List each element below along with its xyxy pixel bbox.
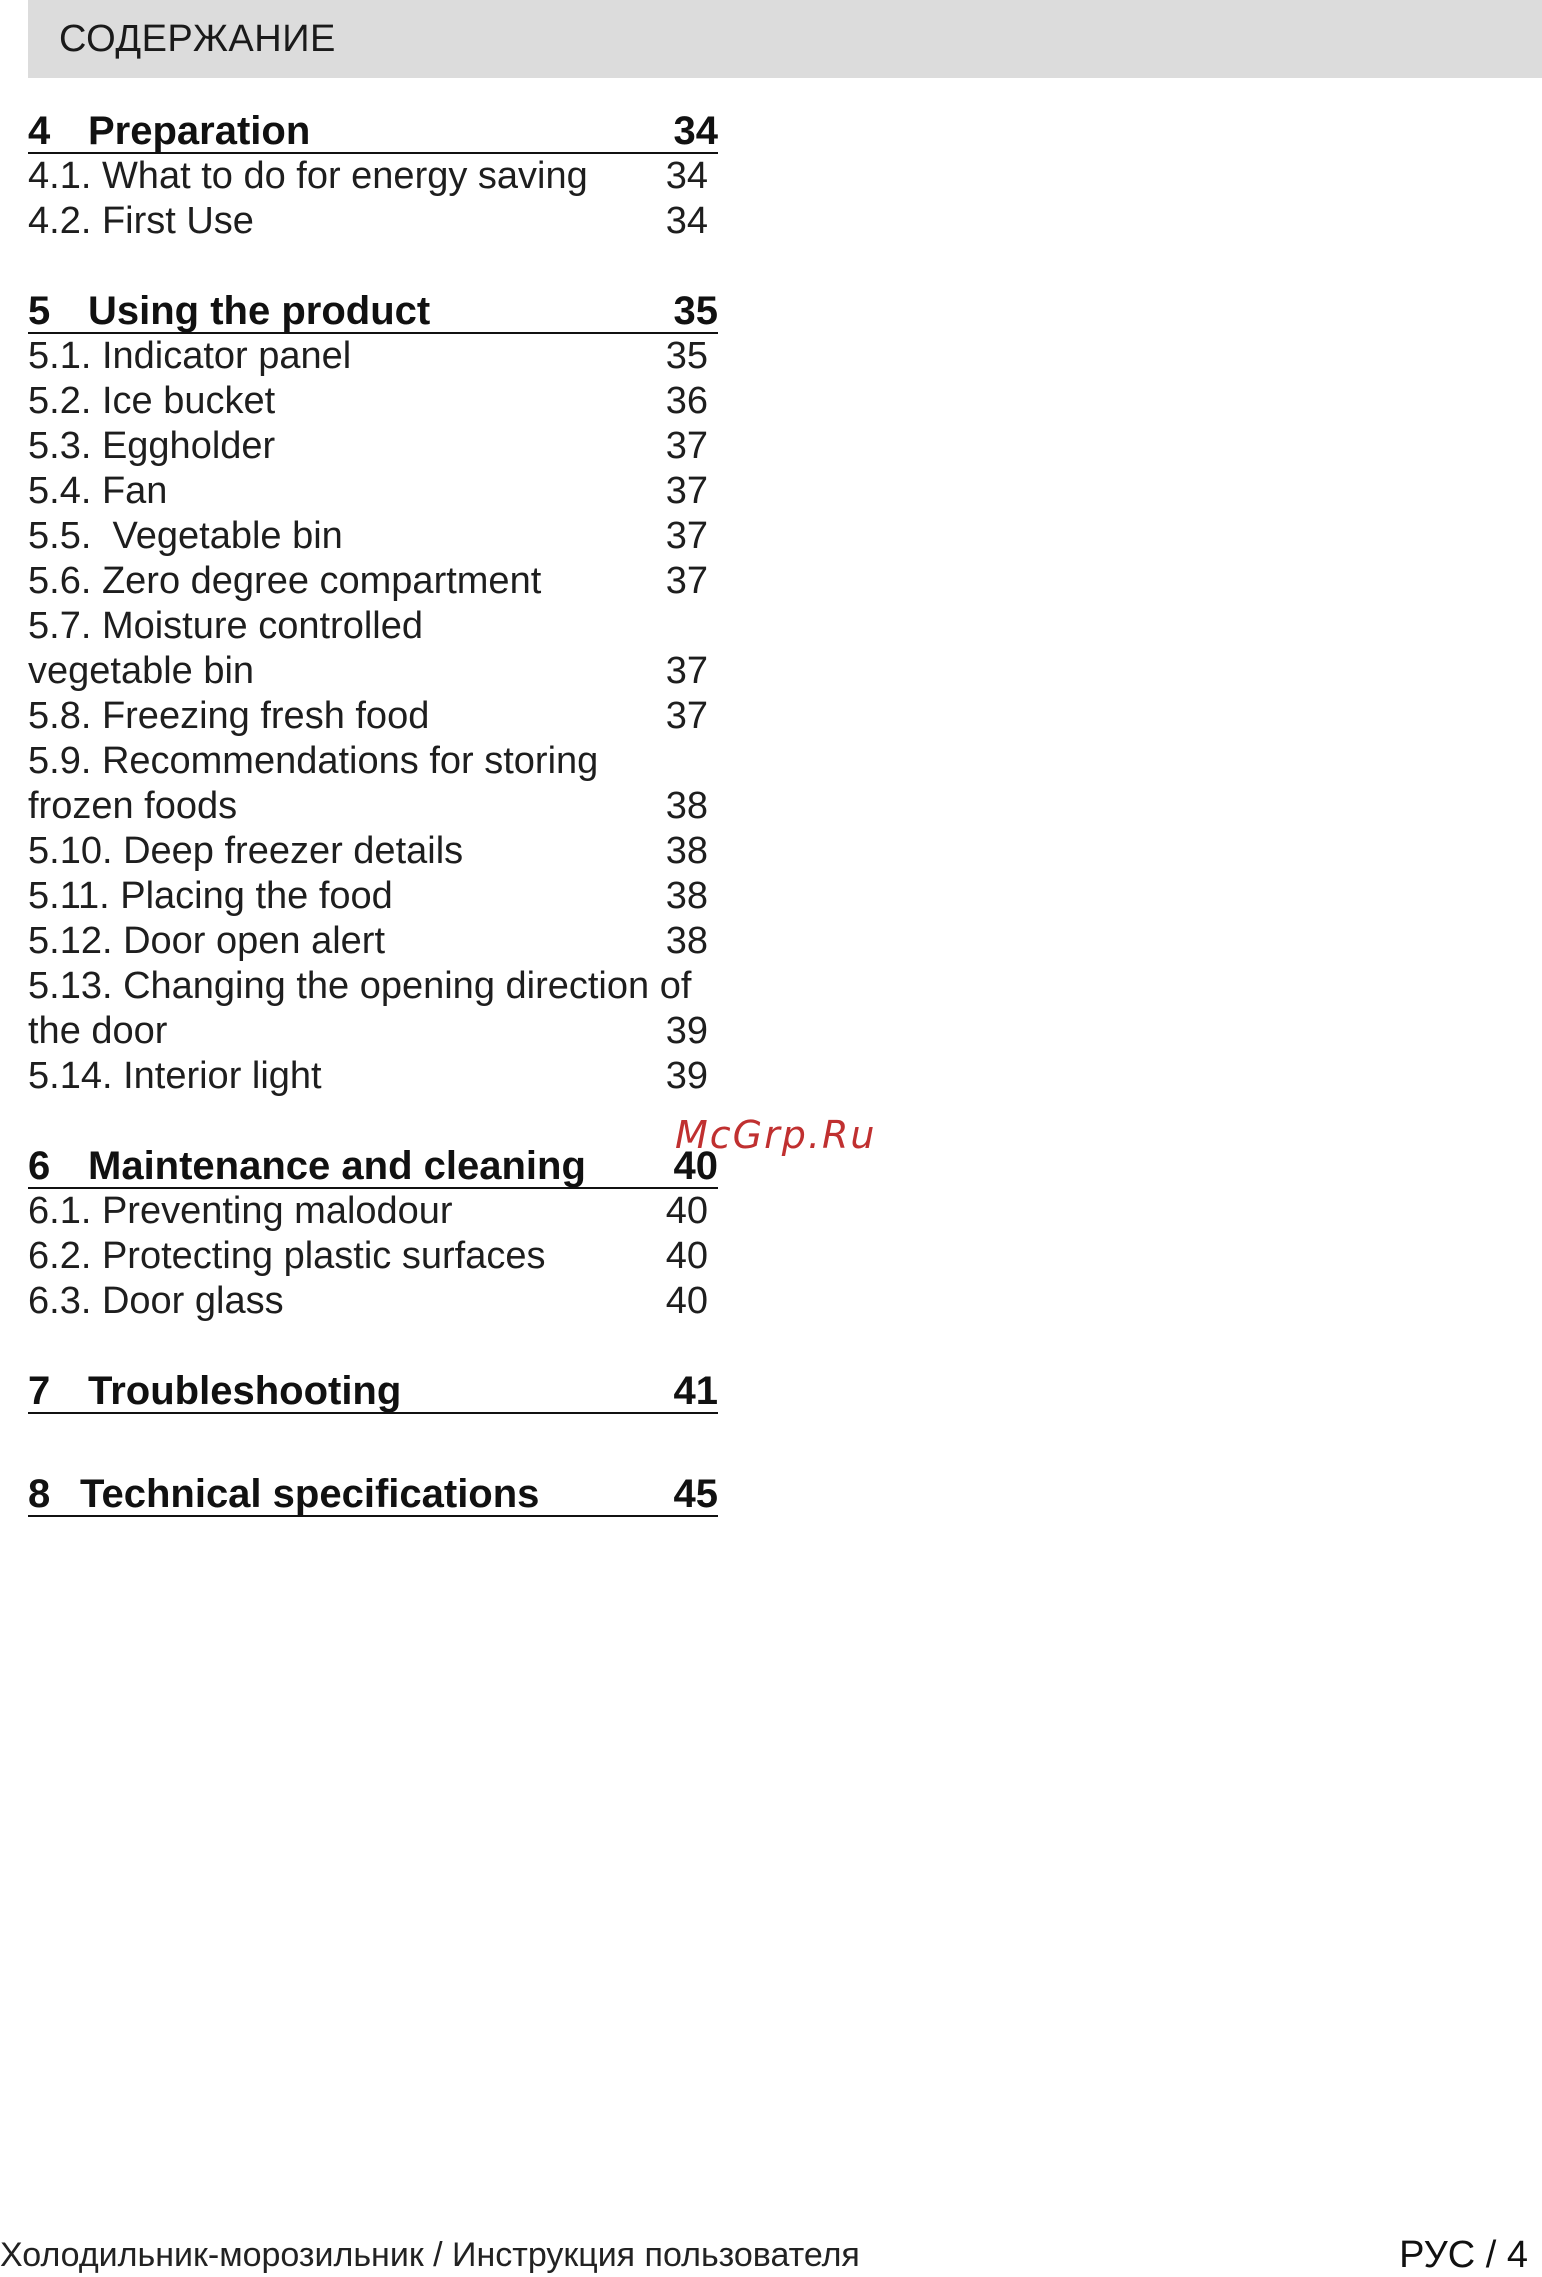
item-page: 37 [665,560,708,602]
item-page: 37 [665,425,708,467]
section-number: 5 [28,289,51,333]
toc-item[interactable] [28,604,718,694]
item-page: 38 [665,830,708,872]
toc-item[interactable] [28,379,718,424]
page-title: СОДЕРЖАНИЕ [59,18,336,60]
toc-section-6[interactable] [28,1144,718,1189]
item-label: 5.12. Door open alert [28,920,386,962]
item-label: 5.10. Deep freezer details [28,830,464,872]
section-page: 45 [673,1472,718,1516]
item-page: 39 [665,1010,708,1052]
section-number: 4 [28,109,51,153]
item-label: 5.5. Vegetable bin [28,515,343,557]
item-label: 5.1. Indicator panel [28,335,352,377]
toc-item[interactable] [28,559,718,604]
item-label: 4.2. First Use [28,200,254,242]
item-page: 37 [665,650,708,692]
toc-item[interactable] [28,874,718,919]
table-of-contents [28,109,718,1517]
toc-item[interactable] [28,514,718,559]
item-page: 38 [665,920,708,962]
toc-section-5[interactable] [28,289,718,334]
toc-item[interactable] [28,154,718,199]
section-number: 8 [28,1472,51,1516]
item-page: 40 [665,1280,708,1322]
toc-section-4[interactable] [28,109,718,154]
item-page: 37 [665,470,708,512]
item-page: 35 [665,335,708,377]
toc-item[interactable] [28,964,718,1054]
item-page: 38 [665,785,708,827]
item-label: 5.6. Zero degree compartment [28,560,542,602]
toc-item[interactable] [28,1054,718,1099]
section-page: 40 [673,1144,718,1188]
section-number: 6 [28,1144,51,1188]
item-page: 39 [665,1055,708,1097]
item-page: 40 [665,1190,708,1232]
section-page: 41 [673,1369,718,1413]
toc-section-7[interactable] [28,1369,718,1414]
section-page: 34 [673,109,718,153]
toc-item[interactable] [28,1279,718,1324]
toc-section-8[interactable] [28,1472,718,1517]
toc-item[interactable] [28,334,718,379]
item-label: 5.4. Fan [28,470,168,512]
toc-item[interactable] [28,829,718,874]
section-title: Troubleshooting [88,1369,402,1413]
toc-item[interactable] [28,919,718,964]
item-label: 6.3. Door glass [28,1280,284,1322]
item-label: 5.14. Interior light [28,1055,322,1097]
section-number: 7 [28,1369,51,1413]
item-page: 36 [665,380,708,422]
section-title: Preparation [88,109,311,153]
toc-item[interactable] [28,424,718,469]
toc-item[interactable] [28,469,718,514]
section-title: Maintenance and cleaning [88,1144,586,1188]
toc-item[interactable] [28,1234,718,1279]
item-label: 5.13. Changing the opening direction of the door [28,965,692,1052]
toc-item[interactable] [28,1189,718,1234]
section-page: 35 [673,289,718,333]
item-label: 5.9. Recommendations for storing frozen foods [28,740,599,827]
item-label: 5.11. Placing the food [28,875,393,917]
item-label: 6.2. Protecting plastic surfaces [28,1235,546,1277]
item-page: 40 [665,1235,708,1277]
toc-item[interactable] [28,199,718,244]
item-page: 37 [665,515,708,557]
footer-document-title: Холодильник-морозильник / Инструкция пользователя [0,2236,860,2274]
item-label: 6.1. Preventing malodour [28,1190,453,1232]
item-page: 34 [665,200,708,242]
item-label: 5.8. Freezing fresh food [28,695,430,737]
toc-item[interactable] [28,739,718,829]
watermark: McGrp.Ru [675,1113,877,1157]
item-page: 37 [665,695,708,737]
item-page: 38 [665,875,708,917]
item-label: 4.1. What to do for energy saving [28,155,588,197]
item-page: 34 [665,155,708,197]
section-title: Using the product [88,289,431,333]
section-title: Technical specifications [80,1472,540,1516]
footer-page-number: РУС / 4 [1399,2234,1528,2276]
item-label: 5.3. Eggholder [28,425,276,467]
item-label: 5.2. Ice bucket [28,380,276,422]
toc-item[interactable] [28,694,718,739]
item-label: 5.7. Moisture controlled vegetable bin [28,605,423,692]
